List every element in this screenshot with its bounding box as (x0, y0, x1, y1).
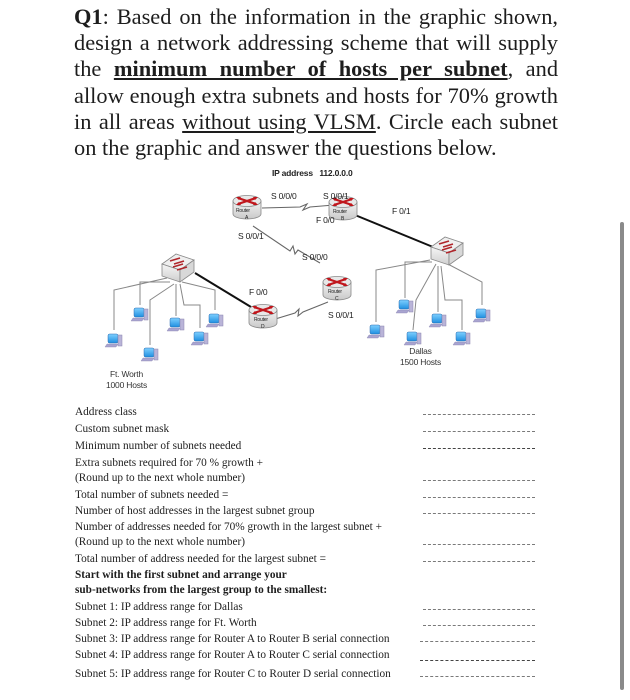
question-emphasis-min-hosts: minimum number of hosts per subnet (113, 56, 508, 82)
network-topology-graphic (0, 160, 630, 400)
ftworth-site-label (106, 369, 147, 391)
answer-blank[interactable] (423, 513, 535, 514)
dallas-name: Dallas (409, 346, 432, 356)
answer-blank[interactable] (423, 497, 535, 498)
answer-blank[interactable] (423, 561, 535, 562)
router-a-label: Router (236, 208, 250, 214)
vertical-scrollbar[interactable] (620, 222, 624, 690)
router-b-letter: B (341, 216, 345, 222)
router-d-label: Router (254, 317, 268, 323)
router-a-letter: A (245, 215, 249, 221)
router-c-s000-label: S 0/0/0 (302, 252, 328, 262)
ftworth-switch-icon (162, 254, 194, 282)
ip-address-label: IP address (272, 168, 313, 178)
answer-blank[interactable] (420, 676, 535, 677)
dallas-site-label (400, 346, 441, 368)
question-part1: : Based on the information in the graphic shown, design a network addressing scheme that will supply the (74, 4, 558, 82)
dallas-switch-icon (431, 237, 463, 265)
network-diagram (0, 160, 630, 400)
router-a-s000-label: S 0/0/0 (271, 191, 297, 201)
answer-blank[interactable] (423, 544, 535, 545)
router-a-s001-label: S 0/0/1 (238, 231, 264, 241)
router-c-label: Router (328, 289, 342, 295)
question-part3: . Circle each subnet on the graphic and answer the questions below. (74, 108, 558, 161)
ftworth-hosts: 1000 Hosts (106, 380, 147, 390)
router-b-s001-label: S 0/0/1 (323, 191, 349, 201)
answer-blank[interactable] (420, 641, 535, 642)
answer-blank[interactable] (423, 431, 535, 432)
dallas-hosts: 1500 Hosts (400, 357, 441, 367)
answer-blank[interactable] (423, 609, 535, 610)
answer-blank[interactable] (420, 660, 535, 661)
router-b-f01-label: F 0/1 (392, 206, 411, 216)
router-d-letter: D (261, 324, 265, 330)
question-part2: , and allow enough extra subnets and hosts for 70% growth in all areas (74, 56, 559, 134)
answer-blank[interactable] (423, 625, 535, 626)
answer-blank[interactable] (423, 480, 535, 481)
answer-blank[interactable] (423, 448, 535, 449)
answer-blank[interactable] (423, 414, 535, 415)
router-c-letter: C (335, 296, 339, 302)
router-b-label: Router (333, 209, 347, 215)
ip-address-value: 112.0.0.0 (319, 168, 353, 178)
router-c-s001-label: S 0/0/1 (328, 310, 354, 320)
ip-address-title (272, 168, 353, 178)
question-text (74, 4, 558, 161)
ftworth-name: Ft. Worth (110, 369, 143, 379)
question-emphasis-no-vlsm: without using VLSM (182, 108, 376, 134)
question-label: Q1 (74, 4, 103, 29)
router-b-f00-label: F 0/0 (316, 215, 335, 225)
router-d-f00-label: F 0/0 (249, 287, 268, 297)
dallas-lan-cabling (376, 260, 482, 330)
